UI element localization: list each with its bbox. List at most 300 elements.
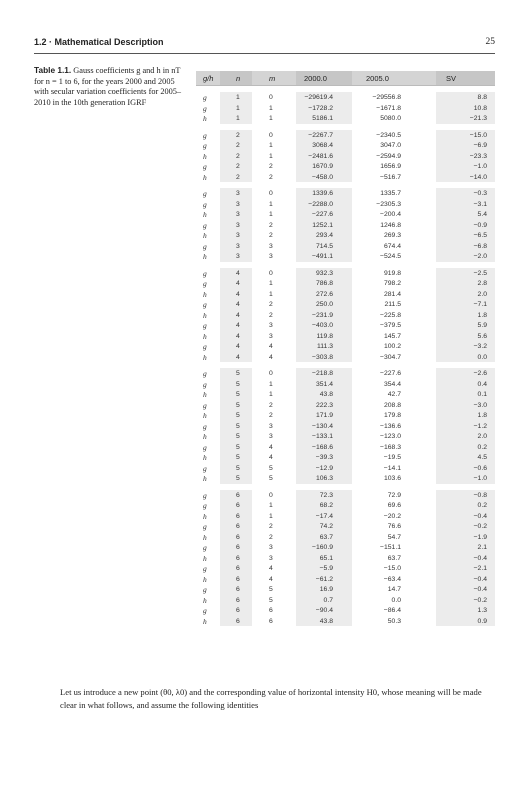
table-cell: 354.4 (383, 380, 401, 388)
table-row (196, 521, 495, 532)
table-cell: 5 (236, 443, 240, 451)
table-cell: −29619.4 (304, 94, 333, 101)
table-cell: −2.5 (473, 269, 487, 277)
table-cell: g (203, 300, 207, 309)
table-cell: g (203, 585, 207, 594)
table-row (196, 532, 495, 543)
table-row (196, 188, 495, 199)
table-cell: 1 (269, 115, 273, 122)
table-cell: 919.8 (383, 269, 401, 277)
table-cell: 0 (269, 491, 273, 499)
table-cell: 5.4 (477, 211, 487, 218)
table-cell: 351.4 (315, 380, 333, 388)
table-row (196, 452, 495, 463)
table-cell: 5 (236, 412, 240, 419)
table-cell: h (203, 352, 207, 362)
table-cell: h (203, 595, 207, 605)
table-cell: 171.9 (315, 412, 333, 419)
table-cell: 6 (236, 502, 240, 509)
table-cell: −231.9 (312, 311, 333, 319)
table-cell: 42.7 (387, 391, 401, 398)
table-cell: 145.7 (383, 332, 401, 340)
table-cell: h (203, 172, 207, 182)
table-cell: 6 (236, 586, 240, 593)
table-cell: 1.3 (477, 607, 487, 614)
table-cell: 5 (269, 586, 273, 593)
table-cell: 674.4 (383, 242, 401, 250)
table-cell: −2288.0 (308, 200, 333, 208)
table-cell: 6 (236, 491, 240, 499)
table-cell: 1 (269, 200, 273, 208)
table-row (196, 463, 495, 474)
table-cell: 0.2 (477, 502, 487, 509)
table-cell: 6 (236, 544, 240, 551)
table-cell: 106.3 (315, 475, 333, 482)
table-cell: 54.7 (387, 533, 401, 541)
table-row (196, 379, 495, 390)
table-cell: −491.1 (312, 253, 333, 260)
table-cell: −61.2 (315, 575, 333, 583)
table-cell: 5 (269, 464, 273, 472)
table-cell: 1335.7 (380, 190, 401, 197)
table-cell: 5 (236, 464, 240, 472)
table-cell: 0 (269, 269, 273, 277)
table-cell: 1 (236, 104, 240, 112)
table-cell: −7.1 (473, 301, 487, 308)
table-cell: 3 (236, 232, 240, 239)
table-cell: 5 (236, 475, 240, 482)
table-cell: 1656.9 (380, 163, 401, 170)
table-cell: 72.3 (319, 491, 333, 499)
table-cell: 4 (236, 353, 240, 361)
table-cell: −1671.8 (376, 104, 401, 112)
table-cell: 6 (236, 617, 240, 625)
table-cell: −136.6 (380, 422, 401, 430)
table-cell: −130.4 (312, 422, 333, 430)
table-cell: 0.7 (323, 596, 333, 604)
table-cell: 1 (269, 152, 273, 160)
table-row (196, 616, 495, 627)
table-cell: 5 (236, 380, 240, 388)
table-row (196, 410, 495, 421)
table-row (196, 368, 495, 379)
table-cell: −6.9 (473, 142, 487, 149)
table-cell: g (203, 162, 207, 171)
table-cell: 2 (236, 173, 240, 181)
table-cell: 179.8 (383, 412, 401, 419)
table-cell: 0.0 (391, 596, 401, 604)
table-cell: −1.9 (473, 533, 487, 541)
table-cell: −0.4 (473, 575, 487, 583)
table-cell: 8.8 (477, 94, 487, 101)
column-header: n (236, 74, 241, 83)
table-cell: 1 (269, 142, 273, 149)
table-cell: 6 (269, 617, 273, 625)
table-cell: 10.8 (473, 104, 487, 112)
table-header-row (196, 71, 495, 86)
table-cell: 3047.0 (380, 142, 401, 149)
table-cell: 2 (236, 142, 240, 149)
table-cell: g (203, 342, 207, 351)
table-row (196, 473, 495, 484)
table-cell: −151.1 (380, 544, 401, 551)
table-cell: 0 (269, 94, 273, 101)
body-paragraph: Let us introduce a new point (θ0, λ0) and the corresponding value of horizontal intensity H0, whose meaning will be made clear in what follows, and assume the following identities (60, 687, 482, 710)
table-cell: 3 (236, 211, 240, 218)
table-cell: 5 (236, 401, 240, 409)
table-cell: −6.8 (473, 242, 487, 250)
table-cell: 1 (269, 512, 273, 520)
table-cell: −2.0 (473, 253, 487, 260)
table-cell: −227.6 (380, 370, 401, 377)
coefficient-group (196, 268, 495, 363)
table-cell: 269.3 (383, 232, 401, 239)
column-header: 2005.0 (366, 74, 389, 83)
table-cell: −160.9 (312, 544, 333, 551)
running-header (34, 37, 495, 51)
column-header: m (269, 74, 276, 83)
table-cell: 6 (236, 575, 240, 583)
gauss-coefficients-table (196, 71, 495, 626)
table-cell: 786.8 (315, 280, 333, 287)
table-cell: 103.6 (383, 475, 401, 482)
table-cell: −458.0 (312, 173, 333, 181)
table-cell: g (203, 93, 207, 102)
coefficient-group (196, 130, 495, 183)
table-cell: 3 (236, 221, 240, 229)
table-row (196, 103, 495, 114)
table-cell: −17.4 (315, 512, 333, 520)
table-cell: 4 (269, 565, 273, 572)
table-cell: 3 (269, 433, 273, 440)
table-cell: −133.1 (312, 433, 333, 440)
table-cell: g (203, 543, 207, 552)
table-cell: 2 (269, 401, 273, 409)
table-cell: h (203, 532, 207, 542)
table-cell: 100.2 (383, 343, 401, 350)
table-cell: 1246.8 (380, 221, 401, 229)
table-cell: −6.5 (473, 232, 487, 239)
table-cell: −403.0 (312, 322, 333, 329)
table-cell: −5.9 (319, 565, 333, 572)
table-cell: −168.6 (312, 443, 333, 451)
table-cell: g (203, 606, 207, 615)
table-cell: 6 (236, 607, 240, 614)
table-cell: 43.8 (319, 391, 333, 398)
table-cell: 4 (236, 332, 240, 340)
table-cell: 0.9 (477, 617, 487, 625)
table-cell: 798.2 (383, 280, 401, 287)
table-cell: 2.8 (477, 280, 487, 287)
table-row (196, 595, 495, 606)
table-row (196, 320, 495, 331)
table-cell: h (203, 289, 207, 299)
table-row (196, 421, 495, 432)
table-cell: 3 (236, 242, 240, 250)
table-cell: 222.3 (315, 401, 333, 409)
table-cell: 1252.1 (312, 221, 333, 229)
table-cell: 1 (269, 290, 273, 298)
table-cell: 4.5 (477, 454, 487, 461)
table-cell: 272.6 (315, 290, 333, 298)
table-cell: −303.8 (312, 353, 333, 361)
table-cell: 68.2 (319, 502, 333, 509)
table-row (196, 584, 495, 595)
table-row (196, 341, 495, 352)
table-row (196, 140, 495, 151)
table-cell: h (203, 210, 207, 219)
table-row (196, 605, 495, 616)
table-cell: 0.0 (477, 353, 487, 361)
table-cell: −23.3 (469, 152, 487, 160)
table-cell: 0.1 (477, 391, 487, 398)
table-cell: 2.1 (477, 544, 487, 551)
table-cell: −63.4 (383, 575, 401, 583)
table-cell: 2 (269, 533, 273, 541)
table-cell: −2340.5 (376, 131, 401, 139)
table-cell: −21.3 (469, 115, 487, 122)
table-cell: g (203, 522, 207, 531)
table-cell: 1 (236, 115, 240, 122)
table-cell: 3 (269, 253, 273, 260)
column-header: g/h (203, 74, 214, 83)
table-cell: −227.6 (312, 211, 333, 218)
table-cell: 5 (236, 370, 240, 377)
table-cell: −516.7 (380, 173, 401, 181)
table-row (196, 151, 495, 162)
table-cell: 2 (269, 173, 273, 181)
table-cell: 4 (236, 343, 240, 350)
table-cell: 3 (236, 253, 240, 260)
table-cell: 2 (269, 301, 273, 308)
column-header: SV (446, 74, 457, 83)
table-cell: 2 (269, 221, 273, 229)
table-cell: 14.7 (387, 586, 401, 593)
table-row (196, 199, 495, 210)
table-cell: 1.8 (477, 311, 487, 319)
table-cell: −2.1 (473, 565, 487, 572)
table-cell: −1.0 (473, 475, 487, 482)
table-cell: 1.8 (477, 412, 487, 419)
table-cell: 2 (269, 163, 273, 170)
table-cell: −39.3 (315, 454, 333, 461)
table-cell: g (203, 141, 207, 150)
table-cell: g (203, 130, 207, 140)
table-cell: g (203, 220, 207, 230)
table-cell: h (203, 151, 207, 161)
table-cell: 69.6 (387, 502, 401, 509)
table-cell: h (203, 331, 207, 341)
table-cell: h (203, 553, 207, 563)
table-cell: h (203, 616, 207, 626)
table-cell: 6 (236, 565, 240, 572)
table-cell: 4 (236, 301, 240, 308)
table-cell: 0 (269, 131, 273, 139)
table-row (196, 230, 495, 241)
table-cell: h (203, 411, 207, 420)
table-cell: −0.4 (473, 512, 487, 520)
table-cell: −0.4 (473, 586, 487, 593)
table-row (196, 389, 495, 400)
table-cell: 250.0 (315, 301, 333, 308)
table-row (196, 161, 495, 172)
table-cell: 6 (269, 607, 273, 614)
table-cell: 3 (269, 544, 273, 551)
table-cell: −29556.8 (372, 94, 401, 101)
table-row (196, 241, 495, 252)
table-cell: 5 (236, 433, 240, 440)
table-row (196, 553, 495, 564)
table-cell: −1728.2 (308, 104, 333, 112)
table-cell: h (203, 432, 207, 441)
table-cell: 3 (269, 554, 273, 562)
table-cell: h (203, 252, 207, 261)
table-row (196, 209, 495, 220)
table-row (196, 352, 495, 363)
coefficient-group (196, 188, 495, 262)
table-cell: h (203, 231, 207, 240)
table-body (196, 86, 495, 626)
table-cell: 1 (269, 380, 273, 388)
table-row (196, 113, 495, 124)
table-cell: −0.6 (473, 464, 487, 472)
table-cell: g (203, 199, 207, 209)
table-cell: g (203, 189, 207, 198)
table-cell: 4 (236, 269, 240, 277)
table-cell: 2 (269, 523, 273, 530)
table-cell: 5 (236, 422, 240, 430)
table-row (196, 220, 495, 231)
table-cell: h (203, 474, 207, 483)
table-cell: −218.8 (312, 370, 333, 377)
table-cell: −0.4 (473, 554, 487, 562)
table-row (196, 400, 495, 411)
table-cell: 714.5 (315, 242, 333, 250)
table-cell: 1 (236, 94, 240, 101)
table-cell: 16.9 (319, 586, 333, 593)
table-cell: g (203, 442, 207, 452)
table-cell: −123.0 (380, 433, 401, 440)
table-cell: 5080.0 (380, 115, 401, 122)
table-cell: 3 (269, 242, 273, 250)
table-cell: 4 (236, 322, 240, 329)
table-cell: −14.1 (383, 464, 401, 472)
table-cell: 1 (269, 211, 273, 218)
table-cell: 43.8 (319, 617, 333, 625)
table-cell: 5186.1 (312, 115, 333, 122)
page-number: 25 (485, 37, 495, 47)
table-row (196, 542, 495, 553)
table-cell: 2 (269, 412, 273, 419)
table-cell: 6 (236, 596, 240, 604)
table-cell: 50.3 (387, 617, 401, 625)
table-cell: 0 (269, 370, 273, 377)
table-cell: −0.3 (473, 190, 487, 197)
table-cell: −86.4 (383, 607, 401, 614)
table-cell: 4 (236, 311, 240, 319)
table-cell: −0.9 (473, 221, 487, 229)
table-caption (34, 65, 184, 108)
table-cell: 3 (236, 200, 240, 208)
table-cell: 4 (269, 353, 273, 361)
table-cell: 119.8 (316, 332, 333, 340)
table-cell: 5.6 (477, 332, 487, 340)
table-cell: 2 (269, 311, 273, 319)
table-row (196, 289, 495, 300)
table-cell: g (203, 321, 207, 330)
table-cell: −3.0 (473, 401, 487, 409)
table-row (196, 172, 495, 183)
table-cell: g (203, 379, 207, 389)
coefficient-group (196, 92, 495, 124)
table-cell: 208.8 (383, 401, 401, 409)
table-cell: −1.2 (473, 422, 487, 430)
table-cell: 0.2 (477, 443, 487, 451)
table-row (196, 563, 495, 574)
table-cell: −1.0 (473, 163, 487, 170)
table-cell: 6 (236, 554, 240, 562)
table-row (196, 574, 495, 585)
table-cell: h (203, 310, 207, 320)
table-cell: 3 (269, 332, 273, 340)
table-cell: −2305.3 (376, 200, 401, 208)
table-cell: 5 (236, 391, 240, 398)
table-cell: 4 (236, 280, 240, 287)
table-cell: 72.9 (387, 491, 401, 499)
table-cell: g (203, 268, 207, 278)
table-cell: 4 (269, 454, 273, 461)
table-cell: −524.5 (380, 253, 401, 260)
table-row (196, 511, 495, 522)
table-cell: 3068.4 (312, 142, 333, 149)
table-cell: 63.7 (387, 554, 401, 562)
coefficient-group (196, 368, 495, 484)
table-cell: g (203, 400, 207, 410)
table-cell: −20.2 (383, 512, 401, 520)
table-cell: 111.3 (317, 343, 333, 350)
column-header: 2000.0 (304, 74, 327, 83)
table-cell: 3 (269, 322, 273, 329)
table-row (196, 331, 495, 342)
table-cell: g (203, 241, 207, 251)
table-cell: −0.2 (473, 596, 487, 604)
section-title: 1.2 · Mathematical Description (34, 37, 164, 47)
table-cell: g (203, 501, 207, 510)
table-cell: 1670.9 (312, 163, 333, 170)
table-cell: −2594.9 (376, 152, 401, 160)
table-cell: 4 (269, 443, 273, 451)
table-cell: 211.5 (384, 301, 401, 308)
table-cell: 63.7 (319, 533, 333, 541)
table-cell: −15.0 (383, 565, 401, 572)
table-cell: g (203, 490, 207, 500)
table-cell: h (203, 390, 207, 399)
table-cell: 5 (236, 454, 240, 461)
table-cell: 932.3 (315, 269, 333, 277)
table-cell: 2 (236, 131, 240, 139)
table-cell: −304.7 (380, 353, 401, 361)
table-cell: h (203, 114, 207, 123)
table-row (196, 251, 495, 262)
caption-label: Table 1.1. (34, 65, 72, 75)
table-cell: 2 (269, 232, 273, 239)
table-cell: 3 (269, 422, 273, 430)
table-cell: −14.0 (469, 173, 487, 181)
table-cell: g (203, 564, 207, 573)
table-cell: 5 (269, 475, 273, 482)
table-cell: −0.2 (473, 523, 487, 530)
table-row (196, 310, 495, 321)
